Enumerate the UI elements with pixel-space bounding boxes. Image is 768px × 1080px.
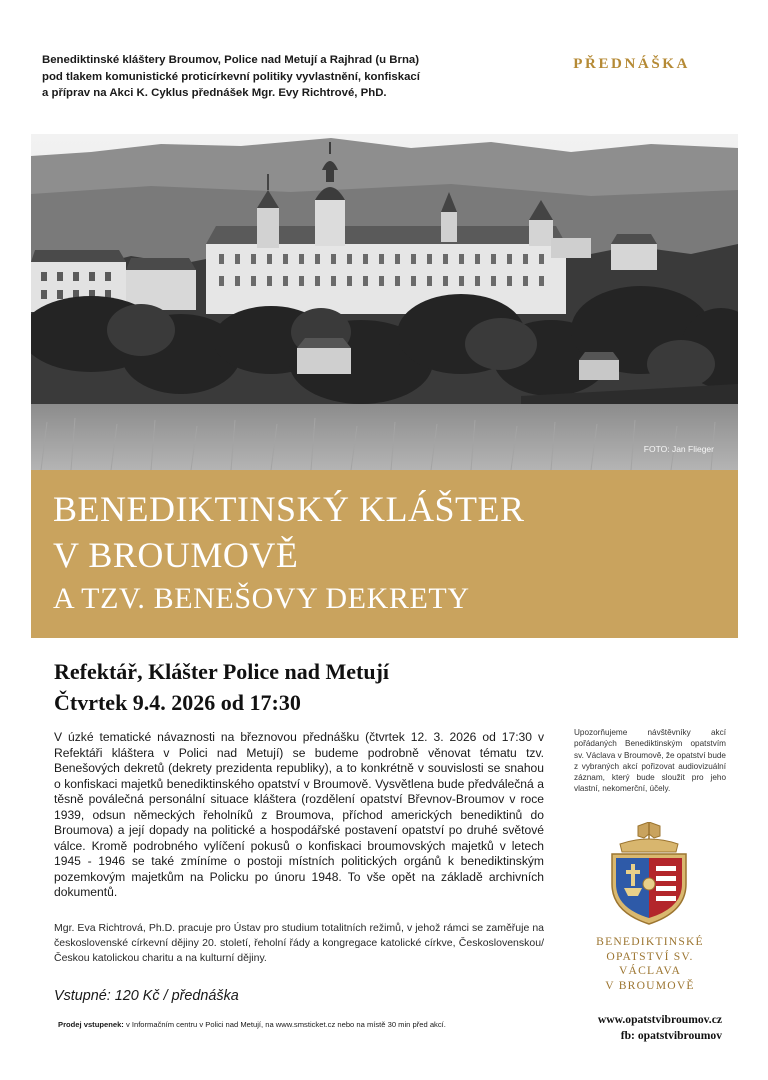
abbey-name-line: V BROUMOVĚ (605, 978, 695, 992)
title-line: BENEDIKTINSKÝ KLÁŠTER (53, 489, 525, 529)
admission-price: Vstupné: 120 Kč / přednáška (54, 988, 239, 1004)
venue-info (54, 656, 389, 718)
website-link[interactable]: www.opatstvibroumov.cz (597, 1013, 722, 1026)
abbey-name-line: BENEDIKTINSKÉ (596, 935, 704, 948)
subtitle-line: A TZV. BENEŠOVY DEKRETY (53, 582, 470, 615)
abbey-crest-logo (602, 822, 696, 926)
facebook-handle[interactable]: fb: opatstvibroumov (620, 1029, 722, 1042)
event-datetime: Čtvrtek 9.4. 2026 od 17:30 (54, 690, 301, 715)
abbey-name-line: OPATSTVÍ SV. VÁCLAVA (606, 949, 694, 977)
crest-icon (602, 822, 696, 926)
recording-notice: Upozorňujeme návštěvníky akcí pořádaných Benediktinským opatstvím sv. Václava v Broumově, že opatství bude z vybraných akcí pořizovat audiovizuální záznam, který bude sloužit pro jeho vlastní, nekomerční, účely. (574, 728, 726, 794)
ticket-sales-label: Prodej vstupenek: (58, 1020, 124, 1029)
lecture-description: V úzké tematické návaznosti na březnovou přednášku (čtvrtek 12. 3. 2026 od 17:30 v Refektáři kláštera v Polici nad Metují) se budeme podrobně věnovat tématu tzv. Benešových dekretů (dekrety prezidenta republiky), a to konkrétně v souvislosti se snahou o konfiskaci majetků benediktinského opatství v Broumově. Vysvětlena bude předválečná a těsně poválečná personální situace kláštera (rozdělení opatství Břevnov-Broumov v roce 1939, odsun německých řeholníků z Broumova, příchod amerických benediktinů do Broumova) a její dopady na politické a hospodářské postavení opatství po druhé světové válce. Kromě podrobného vylíčení pokusů o konfiskaci broumovských majetků v letech 1945 - 1946 se také zmíníme o postoji místních politických orgánů k benediktinským pozemkovým majetkům na Policku po únoru 1948. To vše opět na základě archivních dokumentů. (54, 730, 544, 899)
contact-info (598, 1012, 722, 1044)
intro-line: a příprav na Akci K. Cyklus přednášek Mgr. Evy Richtrové, PhD. (42, 87, 387, 100)
ticket-sales-info (58, 1020, 446, 1029)
intro-line: pod tlakem komunistické proticírkevní politiky vyvlastnění, konfiskací (42, 70, 420, 83)
photo-credit: FOTO: Jan Flieger (643, 444, 714, 454)
intro-text (42, 52, 512, 102)
venue-place: Refektář, Klášter Police nad Metují (54, 659, 390, 684)
monastery-photo (31, 134, 738, 470)
intro-line: Benediktinské kláštery Broumov, Police nad Metují a Rajhrad (u Brna) (42, 54, 420, 66)
title-banner (31, 470, 738, 638)
monastery-photo-illustration (31, 134, 738, 470)
title-line: V BROUMOVĚ (53, 535, 299, 575)
event-type-label: PŘEDNÁŠKA (573, 56, 690, 72)
abbey-name (580, 935, 720, 993)
ticket-sales-text: v Informačním centru v Polici nad Metují, na www.smsticket.cz nebo na místě 30 min před akcí. (123, 1020, 446, 1029)
lecturer-bio: Mgr. Eva Richtrová, Ph.D. pracuje pro Ústav pro studium totalitních režimů, v jehož rámci se zaměřuje na československé církevní dějiny 20. století, řeholní řády a kongregace katolické církve, Československou/Českou katolickou charitu a na kulturní dějiny. (54, 922, 544, 964)
